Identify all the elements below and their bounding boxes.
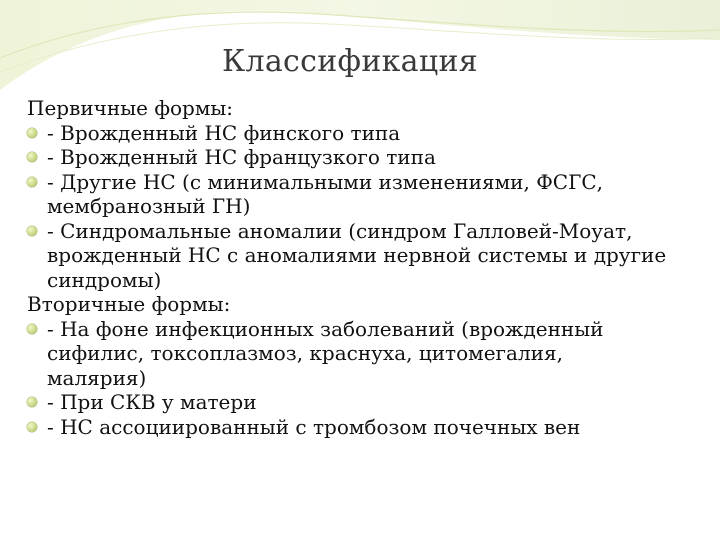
list-item xyxy=(27,317,667,391)
slide-title: Классификация xyxy=(222,44,478,79)
bullet-list-secondary xyxy=(27,317,667,440)
bullet-icon xyxy=(27,226,37,236)
list-item-text: - НС ассоциированный с тромбозом почечных вен xyxy=(47,414,581,439)
list-item xyxy=(27,145,667,170)
list-item xyxy=(27,219,667,293)
list-item xyxy=(27,121,667,146)
bullet-icon xyxy=(27,152,37,162)
list-item xyxy=(27,170,667,219)
bullet-list-primary xyxy=(27,121,667,293)
slide-content xyxy=(27,96,667,439)
section-heading-primary: Первичные формы: xyxy=(27,96,234,120)
list-item xyxy=(27,390,667,415)
section-heading-secondary: Вторичные формы: xyxy=(27,292,231,316)
list-item-text: - Другие НС (с минимальными изменениями, ФСГС, мембранозный ГН) xyxy=(47,169,604,218)
bullet-icon xyxy=(27,422,37,432)
list-item-text: - Синдромальные аномалии (синдром Галловей-Моуат, врожденный НС с аномалиями нервной системы и другие синдромы) xyxy=(47,218,667,292)
bullet-icon xyxy=(27,128,37,138)
bullet-icon xyxy=(27,177,37,187)
list-item xyxy=(27,415,667,440)
bullet-icon xyxy=(27,324,37,334)
list-item-text: - При СКВ у матери xyxy=(47,390,257,414)
bullet-icon xyxy=(27,397,37,407)
list-item-text: - Врожденный НС французкого типа xyxy=(47,145,436,169)
list-item-text: - На фоне инфекционных заболеваний (врожденный сифилис, токсоплазмоз, краснуха, цитомегалия, малярия) xyxy=(47,316,604,390)
list-item-text: - Врожденный НС финского типа xyxy=(47,120,401,145)
